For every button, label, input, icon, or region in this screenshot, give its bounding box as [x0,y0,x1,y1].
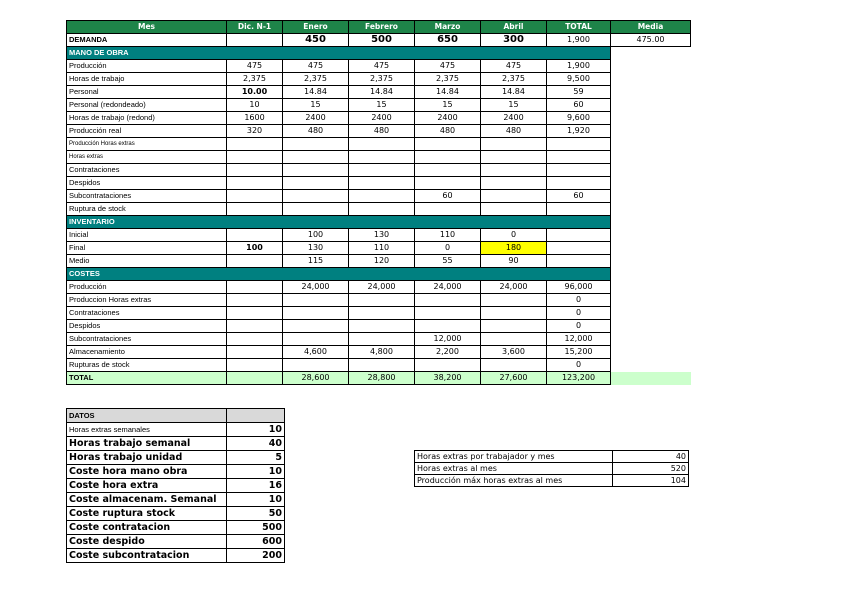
mano_obra-month-value[interactable] [349,203,415,216]
datos-value[interactable]: 200 [227,549,285,563]
costes-month-value[interactable] [283,320,349,333]
costes-month-value[interactable] [481,320,547,333]
total-label[interactable]: TOTAL [67,372,227,385]
media-empty [611,190,691,203]
mano_obra-month-value[interactable]: 60 [415,190,481,203]
datos-label[interactable]: Coste despido [67,535,227,549]
datos-value[interactable]: 10 [227,465,285,479]
media-empty [611,73,691,86]
mano_obra-month-value[interactable]: 2400 [283,112,349,125]
demanda-value[interactable]: 500 [349,34,415,47]
mano_obra-month-value[interactable]: 2400 [415,112,481,125]
mano_obra-month-value[interactable] [481,203,547,216]
total-month-value[interactable]: 28,600 [283,372,349,385]
mano_obra-month-value[interactable]: 2,375 [415,73,481,86]
mano_obra-dic-value[interactable] [227,138,283,151]
mano_obra-month-value[interactable]: 2400 [349,112,415,125]
costes-label[interactable]: Contrataciones [67,307,227,320]
media-empty [611,255,691,268]
mano_obra-row [67,177,691,190]
header-month[interactable]: Abril [481,21,547,34]
datos-value[interactable]: 16 [227,479,285,493]
costes-month-value[interactable]: 4,800 [349,346,415,359]
mano_obra-month-value[interactable] [349,138,415,151]
costes-total-value[interactable]: 0 [547,320,611,333]
mano_obra-total-value[interactable]: 59 [547,86,611,99]
header-total[interactable]: TOTAL [547,21,611,34]
mano_obra-month-value[interactable] [283,138,349,151]
costes-dic-value[interactable] [227,281,283,294]
mano_obra-total-value[interactable] [547,138,611,151]
inventario-total-value[interactable] [547,255,611,268]
mano_obra-dic-value[interactable] [227,203,283,216]
demanda-label[interactable]: DEMANDA [67,34,227,47]
mano_obra-month-value[interactable]: 480 [283,125,349,138]
media-empty [611,125,691,138]
mano_obra-label[interactable]: Horas de trabajo [67,73,227,86]
media-empty [611,112,691,125]
mano_obra-dic-value[interactable] [227,190,283,203]
media-empty [611,60,691,73]
datos-row [67,493,285,507]
datos-table [66,408,285,563]
costes-month-value[interactable] [283,307,349,320]
inventario-label[interactable]: Medio [67,255,227,268]
mano_obra-total-value[interactable] [547,177,611,190]
mano_obra-month-value[interactable] [349,164,415,177]
inventario-title[interactable]: INVENTARIO [67,216,227,229]
demanda-dic[interactable] [227,34,283,47]
demanda-value[interactable]: 650 [415,34,481,47]
mano_obra-row [67,86,691,99]
mano_obra-dic-value[interactable]: 10 [227,99,283,112]
mano_obra-dic-value[interactable] [227,177,283,190]
mano_obra-row [67,99,691,112]
demanda-value[interactable]: 450 [283,34,349,47]
costes-month-value[interactable] [349,320,415,333]
plan-table [66,20,691,385]
mano_obra-total-value[interactable]: 1,900 [547,60,611,73]
costes-total-value[interactable]: 96,000 [547,281,611,294]
datos-row [67,479,285,493]
costes-dic-value[interactable] [227,359,283,372]
costes-month-value[interactable] [481,359,547,372]
horas-extras-value[interactable]: 104 [613,475,689,487]
mano_obra-month-value[interactable]: 475 [481,60,547,73]
horas-extras-value[interactable]: 40 [613,451,689,463]
mano_obra-row [67,138,691,151]
costes-month-value[interactable]: 12,000 [415,333,481,346]
costes-month-value[interactable] [415,320,481,333]
datos-row [67,507,285,521]
media-empty [611,229,691,242]
inventario-section-header [67,216,691,229]
mano_obra-dic-value[interactable] [227,151,283,164]
mano_obra-month-value[interactable]: 15 [349,99,415,112]
costes-label[interactable]: Produccion Horas extras [67,294,227,307]
datos-row [67,451,285,465]
mano_obra-label[interactable]: Horas de trabajo (redond) [67,112,227,125]
datos-value[interactable]: 600 [227,535,285,549]
header-dic-n1[interactable]: Dic. N-1 [227,21,283,34]
costes-label[interactable]: Producción [67,281,227,294]
mano_obra-month-value[interactable] [349,190,415,203]
mano_obra-month-value[interactable]: 475 [415,60,481,73]
total-month-value[interactable]: 27,600 [481,372,547,385]
datos-label[interactable]: Coste hora mano obra [67,465,227,479]
costes-month-value[interactable] [349,333,415,346]
media-empty [611,164,691,177]
inventario-month-value[interactable]: 90 [481,255,547,268]
costes-total-value[interactable]: 15,200 [547,346,611,359]
header-mes[interactable]: Mes [67,21,227,34]
horas-extras-row [415,475,689,487]
mano_obra-month-value[interactable] [481,190,547,203]
datos-value[interactable]: 10 [227,423,285,437]
horas-extras-label[interactable]: Horas extras al mes [415,463,613,475]
costes-title-fill[interactable] [227,268,611,281]
mano_obra-dic-value[interactable]: 2,375 [227,73,283,86]
costes-dic-value[interactable] [227,294,283,307]
costes-month-value[interactable] [349,294,415,307]
mano_obra-month-value[interactable]: 14.84 [349,86,415,99]
costes-dic-value[interactable] [227,307,283,320]
mano_obra-month-value[interactable] [349,177,415,190]
costes-dic-value[interactable] [227,346,283,359]
mano_obra-row [67,125,691,138]
datos-title-value[interactable] [227,409,285,423]
header-month[interactable]: Marzo [415,21,481,34]
horas-extras-value[interactable]: 520 [613,463,689,475]
costes-month-value[interactable] [349,359,415,372]
costes-section-header [67,268,691,281]
mano_obra-month-value[interactable]: 15 [481,99,547,112]
mano_obra-month-value[interactable]: 480 [349,125,415,138]
inventario-row [67,255,691,268]
costes-month-value[interactable]: 24,000 [481,281,547,294]
mano_obra-dic-value[interactable]: 10.00 [227,86,283,99]
costes-month-value[interactable]: 24,000 [349,281,415,294]
datos-value[interactable]: 40 [227,437,285,451]
costes-month-value[interactable] [415,307,481,320]
datos-value[interactable]: 500 [227,521,285,535]
mano_obra-total-value[interactable]: 9,500 [547,73,611,86]
inventario-month-value[interactable]: 110 [349,242,415,255]
mano_obra-row [67,73,691,86]
mano_obra-dic-value[interactable]: 1600 [227,112,283,125]
mano_obra-month-value[interactable] [283,190,349,203]
inventario-total-value[interactable] [547,242,611,255]
horas-extras-label[interactable]: Horas extras por trabajador y mes [415,451,613,463]
mano_obra-row [67,112,691,125]
inventario-label[interactable]: Inicial [67,229,227,242]
datos-label[interactable]: Horas extras semanales [67,423,227,437]
datos-header-row [67,409,285,423]
mano_obra-dic-value[interactable]: 475 [227,60,283,73]
mano_obra-total-value[interactable]: 1,920 [547,125,611,138]
media-empty [611,320,691,333]
mano_obra-month-value[interactable] [349,151,415,164]
inventario-month-value[interactable]: 0 [415,242,481,255]
costes-month-value[interactable]: 2,200 [415,346,481,359]
mano_obra-title-fill[interactable] [227,47,611,60]
mano_obra-label[interactable]: Producción Horas extras [67,138,227,151]
mano_obra-total-value[interactable] [547,203,611,216]
datos-title[interactable]: DATOS [67,409,227,423]
demanda-row [67,34,691,47]
horas-extras-label[interactable]: Producción máx horas extras al mes [415,475,613,487]
inventario-total-value[interactable] [547,229,611,242]
mano_obra-label[interactable]: Personal (redondeado) [67,99,227,112]
mano_obra-month-value[interactable] [415,151,481,164]
datos-row [67,437,285,451]
costes-row [67,307,691,320]
costes-month-value[interactable]: 3,600 [481,346,547,359]
costes-title[interactable]: COSTES [67,268,227,281]
mano_obra-month-value[interactable] [481,151,547,164]
inventario-month-value[interactable]: 110 [415,229,481,242]
costes-dic-value[interactable] [227,320,283,333]
media-empty [611,242,691,255]
datos-row [67,535,285,549]
datos-label[interactable]: Coste almacenam. Semanal [67,493,227,507]
mano_obra-row [67,60,691,73]
costes-row [67,346,691,359]
mano_obra-total-value[interactable]: 60 [547,99,611,112]
total-dic[interactable] [227,372,283,385]
inventario-row [67,242,691,255]
mano_obra-total-value[interactable]: 9,600 [547,112,611,125]
mano_obra-month-value[interactable]: 2400 [481,112,547,125]
costes-month-value[interactable] [415,359,481,372]
media-empty [611,359,691,372]
total-grand[interactable]: 123,200 [547,372,611,385]
costes-month-value[interactable]: 24,000 [283,281,349,294]
header-row [67,21,691,34]
mano_obra-label[interactable]: Horas extras [67,151,227,164]
horas-extras-row [415,463,689,475]
inventario-month-value[interactable]: 55 [415,255,481,268]
mano_obra-month-value[interactable] [283,151,349,164]
header-month[interactable]: Febrero [349,21,415,34]
costes-month-value[interactable] [481,333,547,346]
mano_obra-title[interactable]: MANO DE OBRA [67,47,227,60]
horas-extras-table [414,450,689,487]
demanda-value[interactable]: 300 [481,34,547,47]
inventario-label[interactable]: Final [67,242,227,255]
costes-label[interactable]: Subcontrataciones [67,333,227,346]
costes-month-value[interactable]: 4,600 [283,346,349,359]
costes-month-value[interactable] [283,294,349,307]
media-empty [611,346,691,359]
costes-month-value[interactable] [481,307,547,320]
mano_obra-label[interactable]: Despidos [67,177,227,190]
inventario-month-value[interactable]: 0 [481,229,547,242]
mano_obra-month-value[interactable] [283,203,349,216]
total-row [67,372,691,385]
costes-total-value[interactable]: 0 [547,307,611,320]
inventario-month-value[interactable]: 180 [481,242,547,255]
inventario-month-value[interactable]: 130 [283,242,349,255]
costes-dic-value[interactable] [227,333,283,346]
mano_obra-month-value[interactable]: 475 [283,60,349,73]
mano_obra-section-header [67,47,691,60]
costes-row [67,320,691,333]
inventario-month-value[interactable]: 115 [283,255,349,268]
costes-row [67,281,691,294]
media-empty [611,372,691,385]
mano_obra-row [67,151,691,164]
costes-row [67,333,691,346]
costes-total-value[interactable]: 0 [547,294,611,307]
mano_obra-month-value[interactable] [415,138,481,151]
mano_obra-month-value[interactable]: 14.84 [415,86,481,99]
inventario-month-value[interactable]: 130 [349,229,415,242]
costes-label[interactable]: Almacenamiento [67,346,227,359]
costes-month-value[interactable] [415,294,481,307]
mano_obra-row [67,203,691,216]
mano_obra-dic-value[interactable]: 320 [227,125,283,138]
mano_obra-month-value[interactable]: 2,375 [349,73,415,86]
costes-label[interactable]: Rupturas de stock [67,359,227,372]
inventario-title-fill[interactable] [227,216,611,229]
datos-row [67,549,285,563]
mano_obra-label[interactable]: Producción [67,60,227,73]
mano_obra-month-value[interactable]: 15 [415,99,481,112]
media-empty [611,86,691,99]
mano_obra-month-value[interactable] [415,177,481,190]
media-empty [611,177,691,190]
mano_obra-label[interactable]: Subcontrataciones [67,190,227,203]
mano_obra-month-value[interactable] [283,177,349,190]
mano_obra-label[interactable]: Personal [67,86,227,99]
mano_obra-month-value[interactable]: 2,375 [481,73,547,86]
costes-month-value[interactable] [349,307,415,320]
mano_obra-month-value[interactable]: 475 [349,60,415,73]
datos-row [67,423,285,437]
costes-label[interactable]: Despidos [67,320,227,333]
demanda-media[interactable]: 475.00 [611,34,691,47]
total-month-value[interactable]: 38,200 [415,372,481,385]
datos-row [67,521,285,535]
costes-month-value[interactable] [283,333,349,346]
mano_obra-dic-value[interactable] [227,164,283,177]
mano_obra-label[interactable]: Contrataciones [67,164,227,177]
mano_obra-label[interactable]: Ruptura de stock [67,203,227,216]
costes-month-value[interactable] [481,294,547,307]
media-empty [611,333,691,346]
header-media[interactable]: Media [611,21,691,34]
header-month[interactable]: Enero [283,21,349,34]
datos-label[interactable]: Horas trabajo unidad [67,451,227,465]
media-empty [611,203,691,216]
inventario-dic-value[interactable]: 100 [227,242,283,255]
datos-label[interactable]: Coste contratacion [67,521,227,535]
mano_obra-month-value[interactable]: 2,375 [283,73,349,86]
mano_obra-total-value[interactable] [547,164,611,177]
inventario-month-value[interactable]: 100 [283,229,349,242]
mano_obra-month-value[interactable]: 14.84 [283,86,349,99]
inventario-row [67,229,691,242]
costes-total-value[interactable]: 0 [547,359,611,372]
mano_obra-total-value[interactable]: 60 [547,190,611,203]
costes-total-value[interactable]: 12,000 [547,333,611,346]
datos-value[interactable]: 5 [227,451,285,465]
mano_obra-month-value[interactable]: 15 [283,99,349,112]
media-empty [611,281,691,294]
datos-label[interactable]: Coste ruptura stock [67,507,227,521]
mano_obra-row [67,164,691,177]
mano_obra-total-value[interactable] [547,151,611,164]
mano_obra-month-value[interactable] [283,164,349,177]
datos-value[interactable]: 10 [227,493,285,507]
mano_obra-month-value[interactable] [481,164,547,177]
costes-month-value[interactable]: 24,000 [415,281,481,294]
media-empty [611,99,691,112]
datos-row [67,465,285,479]
mano_obra-month-value[interactable]: 480 [481,125,547,138]
inventario-dic-value[interactable] [227,255,283,268]
mano_obra-month-value[interactable]: 14.84 [481,86,547,99]
datos-value[interactable]: 50 [227,507,285,521]
mano_obra-month-value[interactable] [481,138,547,151]
inventario-dic-value[interactable] [227,229,283,242]
datos-label[interactable]: Coste hora extra [67,479,227,493]
mano_obra-month-value[interactable] [415,203,481,216]
media-empty [611,307,691,320]
total-month-value[interactable]: 28,800 [349,372,415,385]
mano_obra-month-value[interactable]: 480 [415,125,481,138]
datos-label[interactable]: Coste subcontratacion [67,549,227,563]
demanda-total[interactable]: 1,900 [547,34,611,47]
costes-row [67,359,691,372]
horas-extras-row [415,451,689,463]
inventario-month-value[interactable]: 120 [349,255,415,268]
costes-month-value[interactable] [283,359,349,372]
media-empty [611,151,691,164]
mano_obra-month-value[interactable] [415,164,481,177]
media-empty [611,294,691,307]
datos-label[interactable]: Horas trabajo semanal [67,437,227,451]
mano_obra-label[interactable]: Producción real [67,125,227,138]
mano_obra-row [67,190,691,203]
costes-row [67,294,691,307]
mano_obra-month-value[interactable] [481,177,547,190]
media-empty [611,138,691,151]
